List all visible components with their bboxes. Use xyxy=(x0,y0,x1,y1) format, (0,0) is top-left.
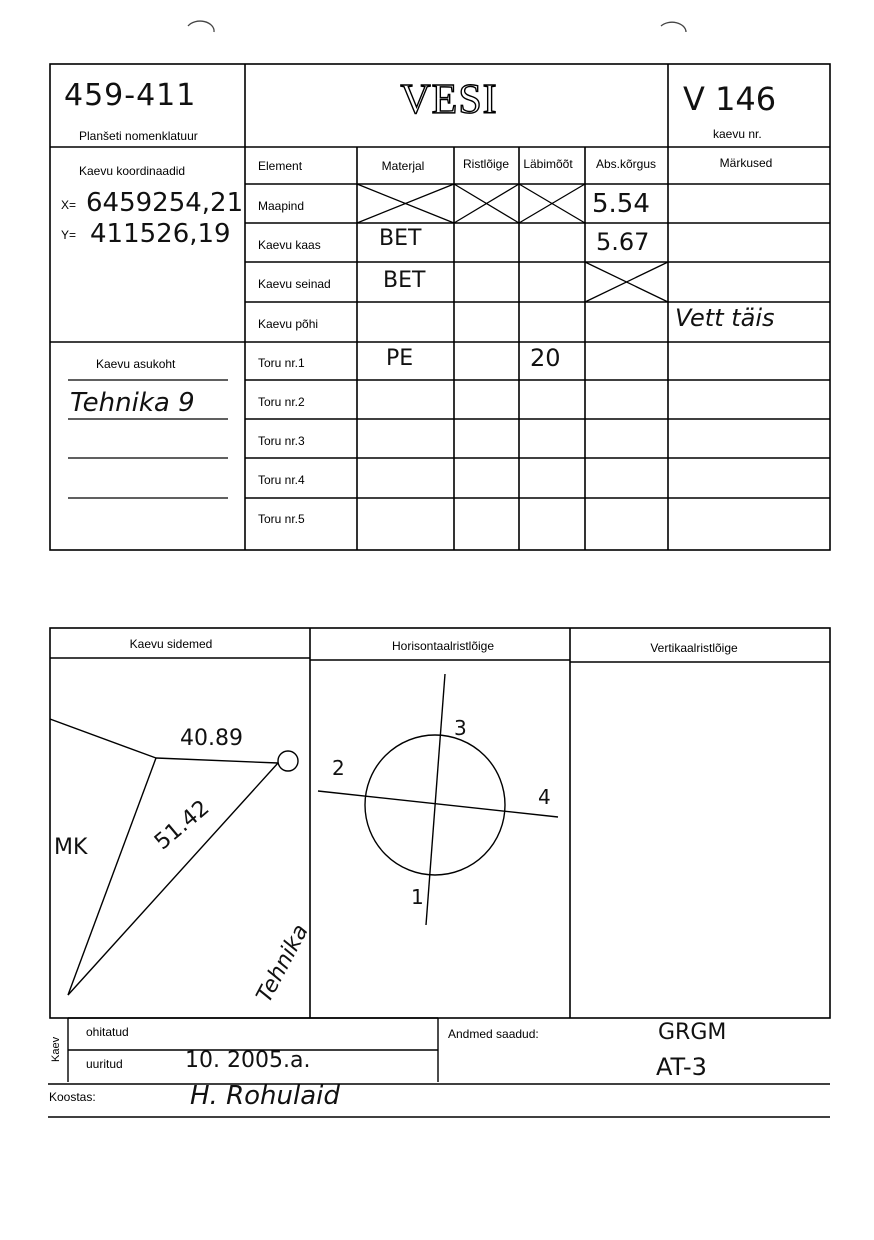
cell-labimoot-toru-1: 20 xyxy=(530,344,561,372)
page-title: VESI xyxy=(400,77,498,123)
col-header-element: Element xyxy=(258,159,303,173)
author-label: Koostas: xyxy=(49,1090,96,1104)
nomenclature-value: 459-411 xyxy=(64,78,197,113)
row-element-toru-2: Toru nr.2 xyxy=(258,395,305,409)
row-element-maapind: Maapind xyxy=(258,199,305,213)
cell-materjal-toru-1: PE xyxy=(386,346,414,371)
well-number-label: kaevu nr. xyxy=(713,127,762,141)
pipe-number-2: 2 xyxy=(332,756,345,780)
col-header-markused: Märkused xyxy=(719,156,773,170)
row-element-toru-1: Toru nr.1 xyxy=(258,356,305,370)
street-label: Tehnika xyxy=(252,920,314,1007)
source-value-1: GRGM xyxy=(658,1020,727,1045)
cell-markused-kaevu-pohi: Vett täis xyxy=(675,304,775,332)
horizontal-section-label: Horisontaalristlõige xyxy=(391,639,495,653)
row-element-toru-4: Toru nr.4 xyxy=(258,473,305,487)
horizontal-section-sketch xyxy=(310,660,570,1000)
pipe-number-1: 1 xyxy=(411,885,424,909)
well-number-value: V 146 xyxy=(683,80,777,118)
pipe-number-3: 3 xyxy=(454,716,467,740)
x-coordinate-value: 6459254,21 xyxy=(86,188,244,218)
cell-materjal-kaevu-kaas: BET xyxy=(379,226,422,251)
source-value-2: AT-3 xyxy=(656,1053,707,1081)
footer-grid xyxy=(0,1010,874,1130)
row-element-kaevu-pohi: Kaevu põhi xyxy=(258,317,319,331)
col-header-ristloige: Ristlõige xyxy=(462,157,510,171)
ties-label: Kaevu sidemed xyxy=(129,637,213,651)
cell-materjal-kaevu-seinad: BET xyxy=(383,268,426,293)
col-header-materjal: Materjal xyxy=(381,159,425,173)
mk-label: MK xyxy=(54,835,88,860)
location-label: Kaevu asukoht xyxy=(96,357,176,371)
pipe-number-4: 4 xyxy=(538,785,551,809)
footer-row2-value: 10. 2005.a. xyxy=(185,1048,311,1073)
location-value: Tehnika 9 xyxy=(70,388,195,418)
author-value: H. Rohulaid xyxy=(190,1081,340,1111)
vertical-section-label: Vertikaalristlõige xyxy=(650,641,738,655)
cell-abs-kaevu-kaas: 5.67 xyxy=(596,228,650,256)
nomenclature-label: Planšeti nomenklatuur xyxy=(79,129,198,143)
row-element-toru-5: Toru nr.5 xyxy=(258,512,305,526)
coordinates-label: Kaevu koordinaadid xyxy=(79,164,186,178)
col-header-labimoot: Läbimõõt xyxy=(523,157,573,171)
row-element-kaevu-seinad: Kaevu seinad xyxy=(258,277,331,291)
cell-abs-maapind: 5.54 xyxy=(592,189,650,219)
source-label: Andmed saadud: xyxy=(448,1027,539,1041)
row-element-toru-3: Toru nr.3 xyxy=(258,434,305,448)
row-element-kaevu-kaas: Kaevu kaas xyxy=(258,238,321,252)
footer-side-label: Kaev xyxy=(50,1036,62,1062)
col-header-abs-korgus: Abs.kõrgus xyxy=(595,157,657,171)
footer-row2-label: uuritud xyxy=(86,1057,123,1071)
x-prefix: X= xyxy=(61,198,77,212)
y-prefix: Y= xyxy=(61,228,77,242)
footer-row1-label: ohitatud xyxy=(86,1025,129,1039)
y-coordinate-value: 411526,19 xyxy=(90,219,231,249)
tie-distance-1: 40.89 xyxy=(180,726,243,751)
tie-distance-2: 51.42 xyxy=(150,795,215,856)
